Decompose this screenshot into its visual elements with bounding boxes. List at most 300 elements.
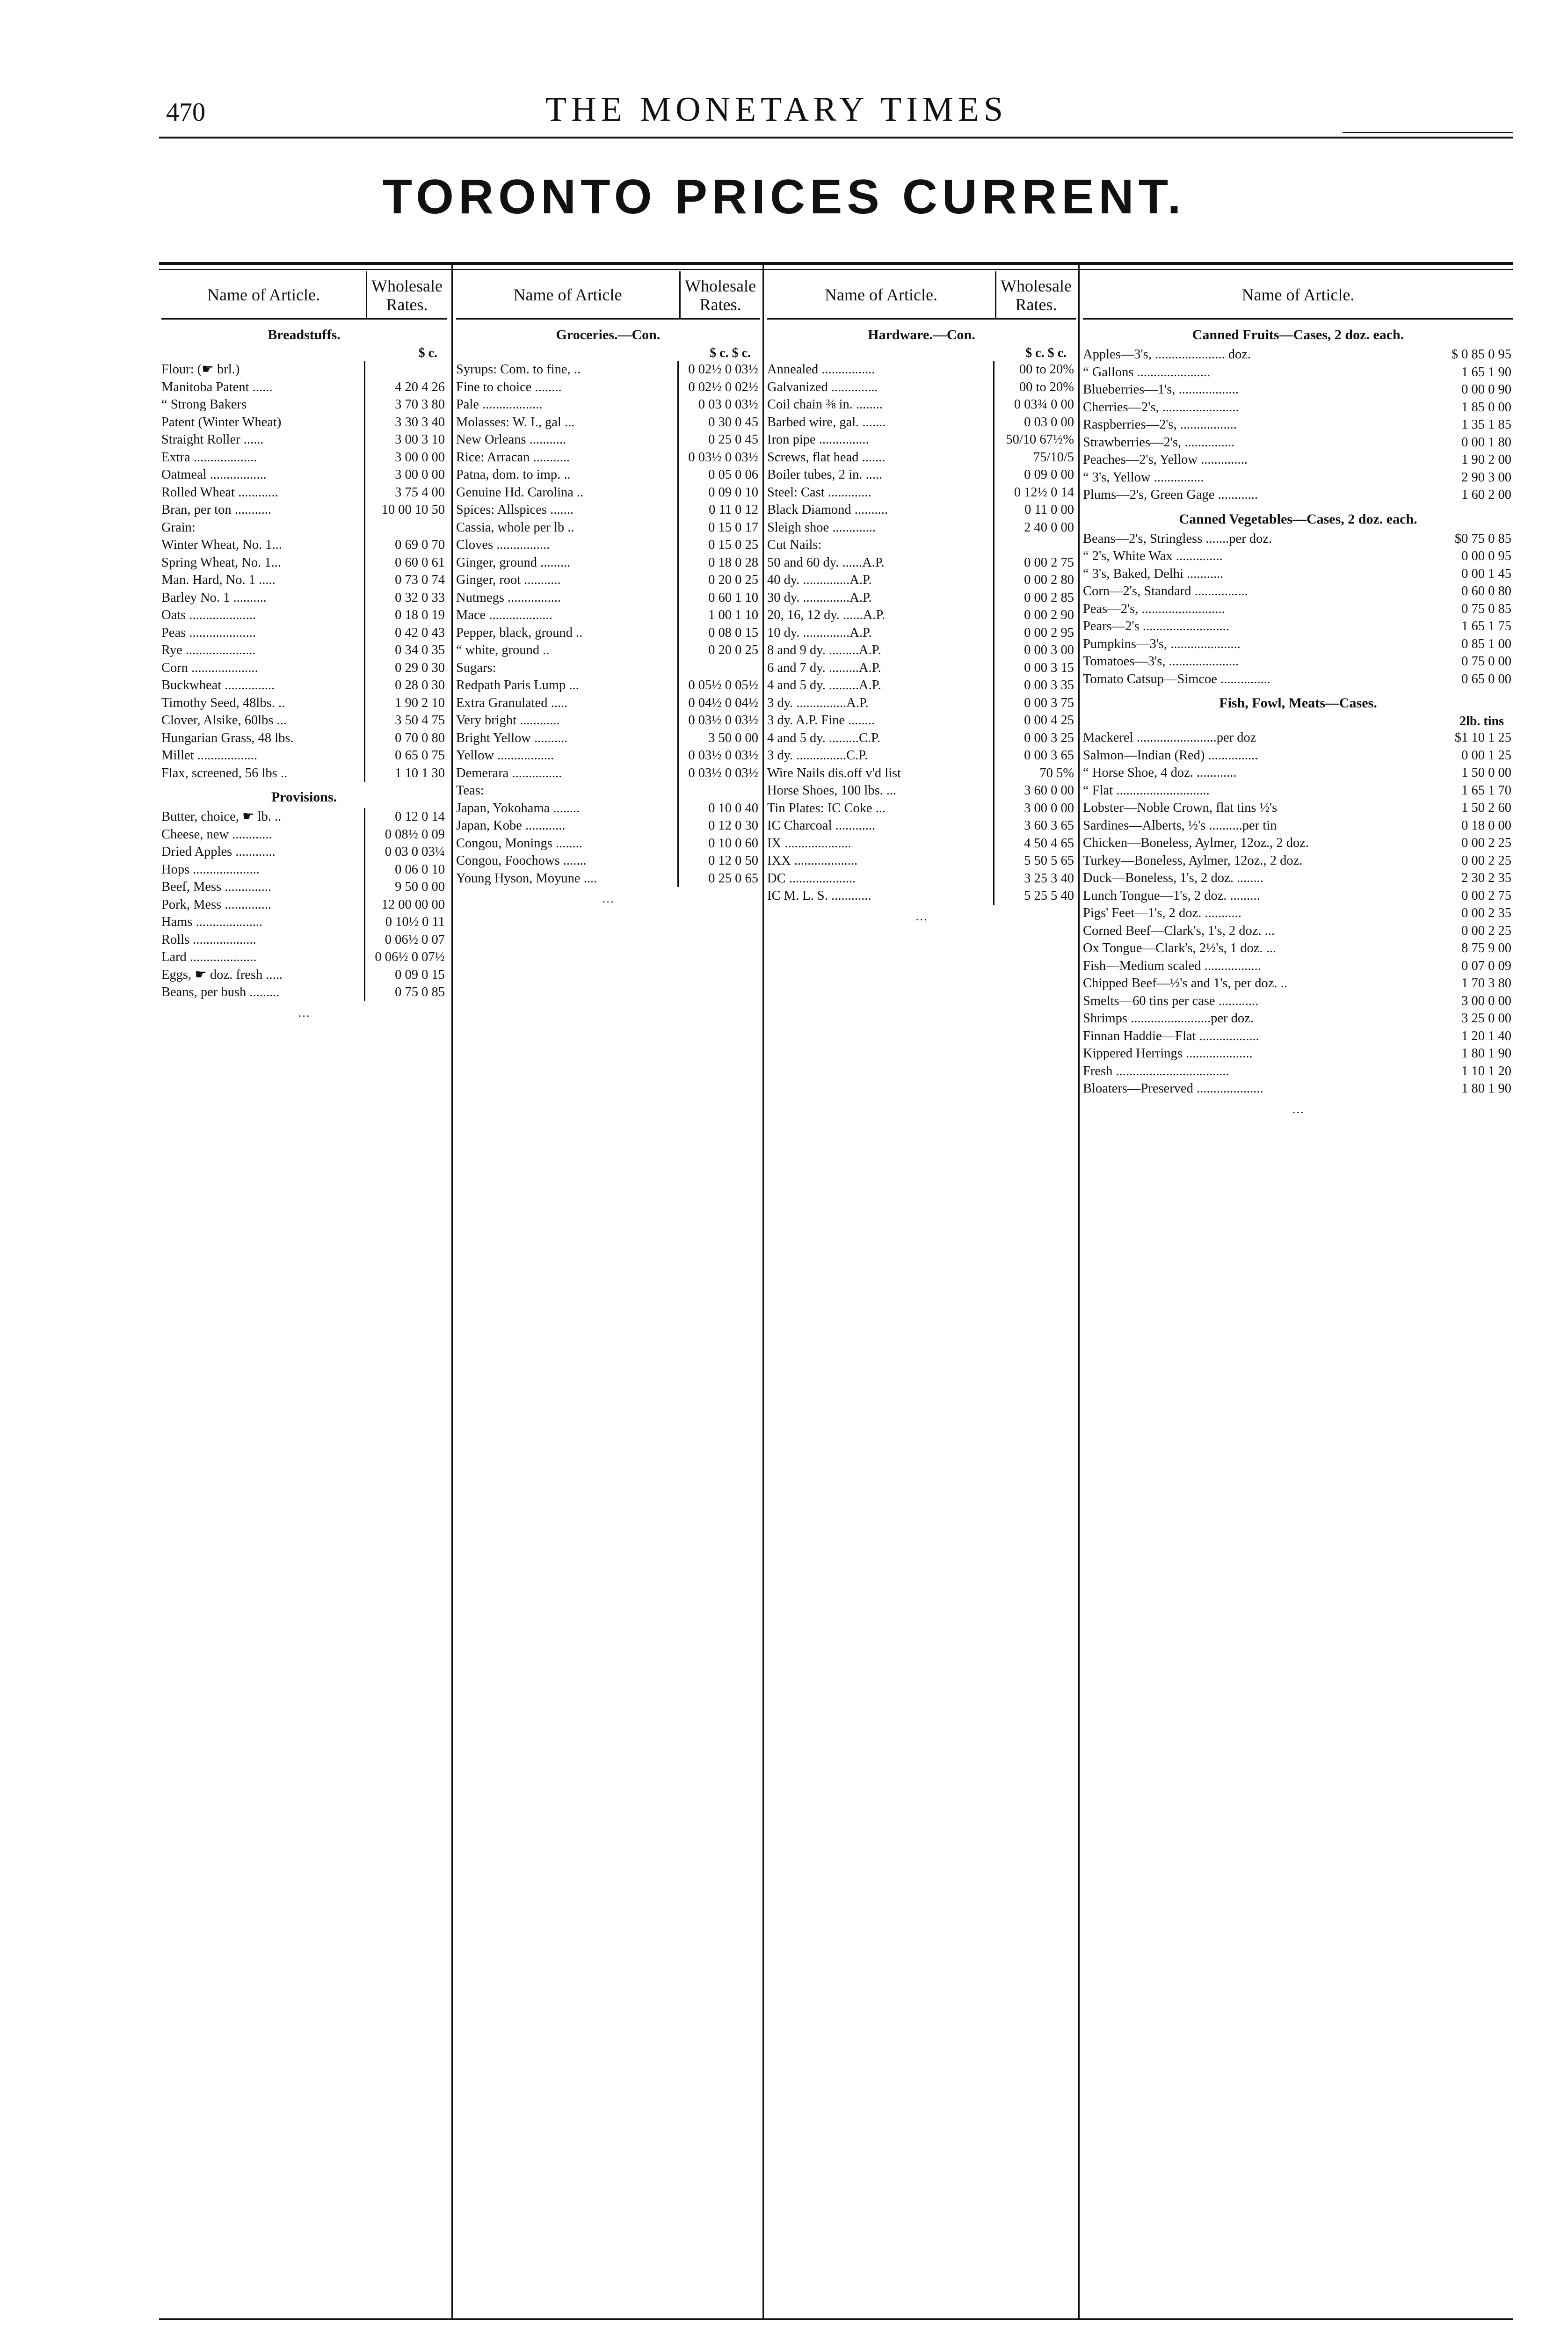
price-row (456, 484, 760, 502)
article-name: Rolls ................... (161, 932, 256, 947)
price-row (1083, 416, 1513, 434)
price-row (161, 536, 447, 554)
article-name: New Orleans ........... (456, 432, 566, 447)
price-row (767, 396, 1076, 414)
column-header (456, 271, 760, 320)
article-name: Timothy Seed, 48lbs. .. (161, 695, 285, 710)
section-heading: Fish, Fowl, Meats—Cases. (1219, 695, 1377, 711)
article-name: Spices: Allspices ....... (456, 503, 573, 517)
article-name: Screws, flat head ....... (767, 450, 886, 465)
wholesale-rate: 3 60 0 00 (993, 782, 1076, 800)
wholesale-rate: 3 00 3 10 (364, 431, 447, 449)
wholesale-rate: 0 75 0 85 (364, 983, 447, 1001)
wholesale-rate: 0 00 3 65 (993, 747, 1076, 765)
article-name: Finnan Haddie—Flat .................. (1083, 1028, 1259, 1043)
wholesale-rate: 00 to 20% (993, 361, 1076, 379)
article-name: Mackerel ........................per doz (1083, 730, 1256, 745)
price-row (456, 449, 760, 466)
price-row (1083, 653, 1513, 670)
wholesale-rate: 1 65 1 70 (1461, 783, 1511, 798)
price-row (456, 677, 760, 694)
price-row (1083, 1080, 1513, 1098)
wholesale-rate: 0 00 2 35 (1461, 906, 1511, 920)
wholesale-rate: 1 80 1 90 (1461, 1046, 1511, 1061)
wholesale-rate: 3 00 0 00 (364, 449, 447, 466)
price-row (456, 361, 760, 379)
price-row (1083, 782, 1513, 800)
article-name: Fine to choice ........ (456, 379, 562, 394)
wholesale-rate: 0 65 0 00 (1461, 671, 1511, 686)
price-row (161, 966, 447, 984)
price-row (1083, 600, 1513, 618)
price-row (1083, 469, 1513, 487)
top-rule-thin (1343, 132, 1513, 133)
column-divider (451, 264, 453, 2318)
article-name: IX .................... (767, 836, 851, 851)
wholesale-rate: 0 11 0 12 (677, 501, 760, 519)
article-name: Chipped Beef—½'s and 1's, per doz. .. (1083, 976, 1287, 991)
wholesale-rate: 1 10 1 30 (364, 765, 447, 782)
price-row (1083, 992, 1513, 1010)
section-heading: Canned Vegetables—Cases, 2 doz. each. (1179, 511, 1417, 527)
price-row (456, 694, 760, 712)
wholesale-rate: 0 00 3 25 (993, 729, 1076, 747)
wholesale-rate: 0 03½ 0 03½ (677, 747, 760, 765)
article-name: Spring Wheat, No. 1... (161, 555, 281, 570)
article-name: “ white, ground .. (456, 643, 550, 657)
wholesale-rate: 75/10/5 (993, 449, 1076, 466)
price-row (767, 484, 1076, 502)
article-name: Apples—3's, ..................... doz. (1083, 347, 1251, 362)
price-row (456, 379, 760, 396)
frame-rule-top (159, 262, 1513, 265)
article-name: Plums—2's, Green Gage ............ (1083, 488, 1258, 502)
article-name: Patent (Winter Wheat) (161, 415, 282, 430)
article-name: Very bright ............ (456, 713, 560, 728)
article-name: 50 and 60 dy. ......A.P. (767, 555, 885, 570)
article-name: “ Strong Bakers (161, 397, 247, 412)
wholesale-rate: 3 50 0 00 (677, 729, 760, 747)
price-row (1083, 799, 1513, 817)
wholesale-rate: 0 00 2 75 (993, 554, 1076, 572)
price-row (161, 712, 447, 729)
wholesale-rate: 0 12 0 14 (364, 808, 447, 826)
article-name: “ Flat ............................ (1083, 783, 1210, 798)
article-name: 6 and 7 dy. .........A.P. (767, 660, 881, 675)
article-name: Congou, Foochows ....... (456, 853, 587, 868)
article-name: Coil chain ⅜ in. ........ (767, 397, 883, 412)
article-name: Horse Shoes, 100 lbs. ... (767, 783, 897, 798)
price-row (767, 641, 1076, 659)
wholesale-rate: 0 12 0 50 (677, 852, 760, 870)
price-row (1083, 399, 1513, 416)
price-row (1083, 583, 1513, 600)
article-name: Sleigh shoe ............. (767, 520, 876, 535)
article-name: Kippered Herrings .................... (1083, 1046, 1253, 1061)
wholesale-rate: $1 10 1 25 (1454, 730, 1511, 745)
article-name: Winter Wheat, No. 1... (161, 538, 282, 552)
price-row (1083, 381, 1513, 399)
wholesale-rate: 0 60 0 61 (364, 554, 447, 572)
article-name: Grain: (161, 520, 196, 535)
price-row (161, 554, 447, 572)
column-header-name: Name of Article (513, 285, 622, 304)
column-header (1083, 271, 1513, 320)
wholesale-rate: 0 00 2 85 (993, 589, 1076, 607)
article-name: Hungarian Grass, 48 lbs. (161, 730, 294, 745)
article-name: Cloves ................ (456, 538, 550, 552)
wholesale-rate: 0 08½ 0 09 (364, 826, 447, 844)
price-row (456, 835, 760, 852)
article-name: Nutmegs ................ (456, 590, 561, 605)
price-row (767, 379, 1076, 396)
price-row (767, 431, 1076, 449)
price-row (161, 843, 447, 861)
article-name: Rolled Wheat ............ (161, 485, 278, 500)
article-name: Peas—2's, ......................... (1083, 601, 1225, 616)
price-row (161, 913, 447, 931)
wholesale-rate: 0 65 0 75 (364, 747, 447, 765)
wholesale-rate: 3 50 4 75 (364, 712, 447, 729)
wholesale-rate: 0 00 3 75 (993, 694, 1076, 712)
article-name: Extra ................... (161, 450, 257, 465)
price-row (456, 712, 760, 729)
price-row (1083, 618, 1513, 635)
price-row (456, 519, 760, 537)
article-name: Raspberries—2's, ................. (1083, 417, 1237, 432)
article-name: Patna, dom. to imp. .. (456, 467, 571, 482)
article-name: 3 dy. ...............C.P. (767, 748, 868, 763)
price-row (456, 536, 760, 554)
price-row (161, 414, 447, 431)
wholesale-rate: 5 50 5 65 (993, 852, 1076, 870)
price-units-label: $ c. (418, 346, 437, 360)
wholesale-rate: 3 25 3 40 (993, 870, 1076, 888)
wholesale-rate (364, 519, 447, 537)
article-name: Lard .................... (161, 950, 257, 964)
article-name: Buckwheat ............... (161, 678, 275, 692)
wholesale-rate: 0 18 0 28 (677, 554, 760, 572)
price-column-1 (161, 271, 447, 2316)
wholesale-rate: 12 00 00 00 (364, 896, 447, 914)
wholesale-rate: 0 10 0 60 (677, 835, 760, 852)
wholesale-rate: 0 15 0 17 (677, 519, 760, 537)
price-row (1083, 530, 1513, 548)
wholesale-rate (364, 361, 447, 379)
price-row (767, 624, 1076, 642)
wholesale-rate: 0 18 0 00 (1461, 818, 1511, 833)
price-row (456, 396, 760, 414)
wholesale-rate (677, 782, 760, 800)
price-row (1083, 747, 1513, 765)
price-row (1083, 547, 1513, 565)
price-row (1083, 957, 1513, 975)
article-name: Flour: (☛ brl.) (161, 362, 240, 377)
wholesale-rate: 70 5% (993, 765, 1076, 782)
article-name: Clover, Alsike, 60lbs ... (161, 713, 287, 728)
article-name: Pigs' Feet—1's, 2 doz. ........... (1083, 906, 1241, 920)
price-row (1083, 729, 1513, 747)
wholesale-rate: 1 70 3 80 (1461, 976, 1511, 991)
price-row (767, 782, 1076, 800)
price-row (767, 414, 1076, 431)
price-row (767, 694, 1076, 712)
article-name: Bloaters—Preserved .................... (1083, 1081, 1263, 1096)
wholesale-rate: 0 05½ 0 05½ (677, 677, 760, 694)
article-name: Steel: Cast ............. (767, 485, 871, 500)
article-name: Beans—2's, Stringless .......per doz. (1083, 531, 1272, 546)
more-rows-indicator: … (298, 1005, 310, 1020)
article-name: Rice: Arracan ........... (456, 450, 570, 465)
price-row (767, 712, 1076, 729)
wholesale-rate: 0 00 3 15 (993, 659, 1076, 677)
wholesale-rate: 0 73 0 74 (364, 571, 447, 589)
wholesale-rate: 0 85 1 00 (1461, 636, 1511, 651)
wholesale-rate: 0 09 0 10 (677, 484, 760, 502)
article-name: Turkey—Boneless, Aylmer, 12oz., 2 doz. (1083, 853, 1303, 868)
column-divider (1078, 264, 1080, 2318)
article-name: Wire Nails dis.off v'd list (767, 765, 901, 780)
price-row (456, 624, 760, 642)
article-name: Teas: (456, 783, 484, 798)
price-row (161, 729, 447, 747)
column-header-rates: Wholesale Rates. (679, 271, 760, 318)
article-name: Syrups: Com. to fine, .. (456, 362, 581, 377)
wholesale-rate: 3 25 0 00 (1461, 1011, 1511, 1026)
article-name: Genuine Hd. Carolina .. (456, 485, 584, 500)
wholesale-rate: 0 07 0 09 (1461, 958, 1511, 973)
wholesale-rate: 0 00 3 00 (993, 641, 1076, 659)
price-row (767, 887, 1076, 905)
article-name: Barley No. 1 .......... (161, 590, 267, 605)
frame-rule-top-thin (159, 269, 1513, 270)
price-row (1083, 565, 1513, 583)
wholesale-rate: 0 00 2 25 (1461, 853, 1511, 868)
price-row (456, 606, 760, 624)
price-row (767, 589, 1076, 607)
wholesale-rate: 0 60 1 10 (677, 589, 760, 607)
wholesale-rate: 0 00 2 90 (993, 606, 1076, 624)
price-row (1083, 904, 1513, 922)
price-row (456, 589, 760, 607)
wholesale-rate: 3 70 3 80 (364, 396, 447, 414)
price-row (161, 878, 447, 896)
article-name: Pork, Mess .............. (161, 897, 272, 912)
price-row (767, 835, 1076, 852)
article-name: Ginger, root ........... (456, 573, 561, 587)
price-row (456, 641, 760, 659)
column-header-name: Name of Article. (825, 285, 937, 304)
article-name: 3 dy. ...............A.P. (767, 695, 869, 710)
price-row (767, 677, 1076, 694)
price-row (161, 379, 447, 396)
wholesale-rate: 1 85 0 00 (1461, 400, 1511, 415)
price-row (1083, 922, 1513, 940)
wholesale-rate: 0 00 2 25 (1461, 923, 1511, 938)
article-name: Pepper, black, ground .. (456, 625, 583, 640)
price-row (767, 747, 1076, 765)
price-row (456, 852, 760, 870)
price-row (1083, 869, 1513, 887)
price-row (1083, 975, 1513, 992)
article-name: Corn .................... (161, 660, 258, 675)
section-heading: Groceries.—Con. (556, 327, 661, 342)
price-row (161, 484, 447, 502)
price-row (161, 765, 447, 782)
wholesale-rate: 1 35 1 85 (1461, 417, 1511, 432)
article-name: Cherries—2's, ....................... (1083, 400, 1239, 415)
wholesale-rate (993, 536, 1076, 554)
article-name: “ 3's, Yellow ............... (1083, 470, 1204, 485)
wholesale-rate: 4 50 4 65 (993, 835, 1076, 852)
wholesale-rate: 3 00 0 00 (364, 466, 447, 484)
price-row (1083, 1045, 1513, 1063)
price-row (161, 826, 447, 844)
price-row (161, 641, 447, 659)
wholesale-rate: 1 50 2 60 (1461, 801, 1511, 815)
wholesale-rate: 0 03 0 00 (993, 414, 1076, 431)
wholesale-rate: 0 15 0 25 (677, 536, 760, 554)
price-row (161, 396, 447, 414)
article-name: Oats .................... (161, 608, 256, 622)
price-column-4 (1083, 271, 1513, 2316)
wholesale-rate: 0 00 2 80 (993, 571, 1076, 589)
wholesale-rate: 0 00 2 75 (1461, 888, 1511, 903)
wholesale-rate: 0 20 0 25 (677, 571, 760, 589)
price-row (161, 589, 447, 607)
price-row (161, 808, 447, 826)
article-name: Demerara ............... (456, 765, 562, 780)
wholesale-rate: 0 06½ 0 07 (364, 931, 447, 949)
section-heading: Canned Fruits—Cases, 2 doz. each. (1192, 327, 1404, 342)
wholesale-rate: 0 30 0 45 (677, 414, 760, 431)
article-name: Ox Tongue—Clark's, 2½'s, 1 doz. ... (1083, 941, 1277, 955)
article-name: Tomato Catsup—Simcoe ............... (1083, 671, 1270, 686)
price-row (456, 554, 760, 572)
wholesale-rate: 0 75 0 00 (1461, 654, 1511, 669)
price-row (161, 361, 447, 379)
price-row (456, 659, 760, 677)
article-name: Beans, per bush ......... (161, 985, 280, 999)
price-row (161, 606, 447, 624)
price-row (767, 361, 1076, 379)
top-rule (159, 137, 1513, 138)
more-rows-indicator: … (916, 909, 927, 923)
wholesale-rate: 0 03½ 0 03½ (677, 765, 760, 782)
column-header-name: Name of Article. (1241, 285, 1355, 304)
article-name: 10 dy. ..............A.P. (767, 625, 872, 640)
price-row (1083, 887, 1513, 905)
article-name: Young Hyson, Moyune .... (456, 871, 597, 886)
wholesale-rate: 0 00 4 25 (993, 712, 1076, 729)
article-name: Rye ..................... (161, 643, 256, 657)
price-row (1083, 364, 1513, 381)
wholesale-rate: 0 09 0 15 (364, 966, 447, 984)
price-row (161, 931, 447, 949)
price-row (767, 449, 1076, 466)
price-row (161, 677, 447, 694)
price-row (456, 817, 760, 835)
wholesale-rate: 1 20 1 40 (1461, 1028, 1511, 1043)
price-row (1083, 346, 1513, 364)
wholesale-rate: 0 25 0 45 (677, 431, 760, 449)
column-header-rates: Wholesale Rates. (366, 271, 447, 318)
price-row (767, 765, 1076, 782)
price-row (767, 536, 1076, 554)
wholesale-rate: 1 50 0 00 (1461, 765, 1511, 780)
wholesale-rate: 0 00 3 35 (993, 677, 1076, 694)
article-name: Mace ................... (456, 608, 552, 622)
article-name: Smelts—60 tins per case ............ (1083, 993, 1259, 1008)
article-name: Pale .................. (456, 397, 543, 412)
article-name: Beef, Mess .............. (161, 880, 272, 894)
wholesale-rate: 0 03½ 0 03½ (677, 449, 760, 466)
article-name: Hops .................... (161, 862, 260, 877)
price-units-label: $ c. $ c. (710, 346, 751, 360)
wholesale-rate: 5 25 5 40 (993, 887, 1076, 905)
wholesale-rate: 3 60 3 65 (993, 817, 1076, 835)
article-name: Yellow ................. (456, 748, 554, 763)
wholesale-rate: 3 75 4 00 (364, 484, 447, 502)
wholesale-rate: 0 09 0 00 (993, 466, 1076, 484)
column-header-name: Name of Article. (207, 285, 320, 304)
more-rows-indicator: … (603, 892, 614, 905)
wholesale-rate: 0 03 0 03½ (677, 396, 760, 414)
article-name: DC .................... (767, 871, 856, 886)
price-row (161, 948, 447, 966)
price-row (161, 659, 447, 677)
running-head: THE MONETARY TIMES (545, 90, 1008, 129)
price-row (1083, 1027, 1513, 1045)
wholesale-rate: 50/10 67½% (993, 431, 1076, 449)
article-name: Peas .................... (161, 625, 256, 640)
article-name: Man. Hard, No. 1 ..... (161, 573, 276, 587)
price-row (767, 501, 1076, 519)
wholesale-rate: 0 75 0 85 (1461, 601, 1511, 616)
article-name: Straight Roller ...... (161, 432, 264, 447)
wholesale-rate: 8 75 9 00 (1461, 941, 1511, 955)
price-row (456, 501, 760, 519)
price-row (161, 983, 447, 1001)
article-name: Black Diamond .......... (767, 503, 888, 517)
wholesale-rate: 0 02½ 0 02½ (677, 379, 760, 396)
price-row (767, 817, 1076, 835)
wholesale-rate: 0 00 2 25 (1461, 836, 1511, 850)
price-row (161, 747, 447, 765)
wholesale-rate: 1 90 2 00 (1461, 452, 1511, 467)
article-name: Millet .................. (161, 748, 258, 763)
price-row (456, 571, 760, 589)
article-name: Chicken—Boneless, Aylmer, 12oz., 2 doz. (1083, 836, 1309, 850)
price-row (1083, 451, 1513, 469)
article-name: “ Gallons ...................... (1083, 364, 1211, 379)
section-heading: Breadstuffs. (268, 327, 341, 342)
wholesale-rate: 0 08 0 15 (677, 624, 760, 642)
price-row (767, 571, 1076, 589)
section-heading: Provisions. (271, 789, 337, 805)
wholesale-rate: 0 03¾ 0 00 (993, 396, 1076, 414)
article-name: Fresh .................................. (1083, 1064, 1229, 1078)
column-header (767, 271, 1076, 320)
article-name: Bran, per ton ........... (161, 503, 272, 517)
article-name: Cassia, whole per lb .. (456, 520, 574, 535)
wholesale-rate: 0 02½ 0 03½ (677, 361, 760, 379)
article-name: Corn—2's, Standard ................ (1083, 584, 1248, 598)
price-row (1083, 434, 1513, 452)
wholesale-rate: 0 25 0 65 (677, 870, 760, 888)
wholesale-rate: 0 12½ 0 14 (993, 484, 1076, 502)
article-name: Sardines—Alberts, ½'s ..........per tin (1083, 818, 1277, 833)
